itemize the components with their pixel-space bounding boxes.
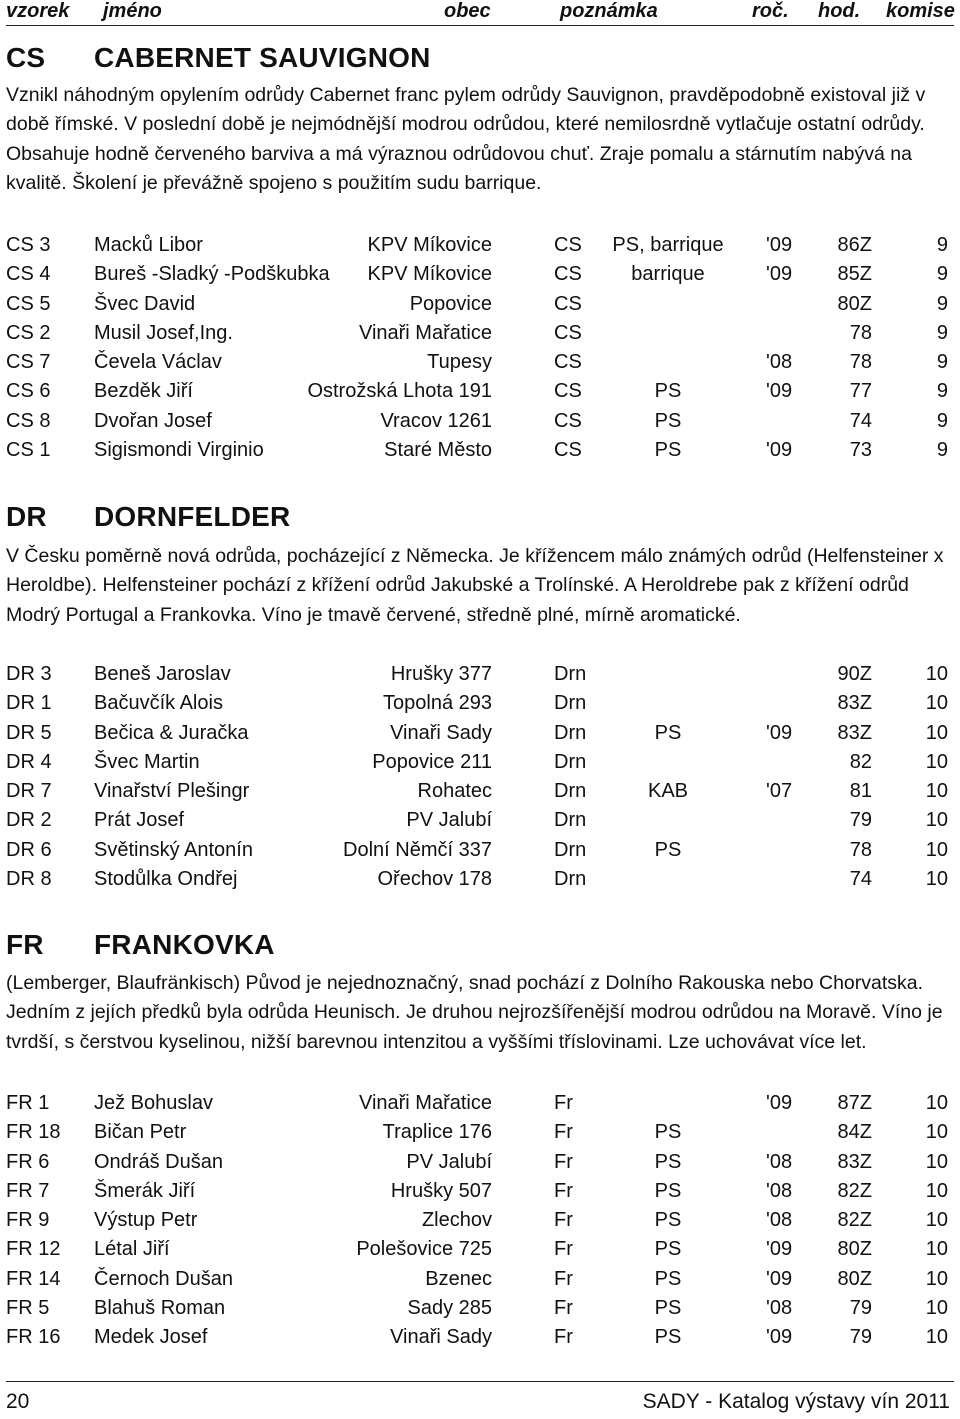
header-poznamka: poznámka (560, 0, 658, 22)
entry-code: CS 7 (6, 351, 51, 374)
section-code: DR (6, 501, 47, 532)
section-description-cs: Vznikl náhodným opylením odrůdy Cabernet franc pylem odrůdy Sauvignon, pravděpodobně existoval již v době římské. V poslední době je nejmódnější modrou odrůdou, které nemilosrdně vytlačuje ostatní odrůdy. Obsahuje hodně červeného barviva a má výraznou odrůdovou chuť. Zraje pomalu a stárnutím nabývá na kvalitě. Školení je převážně spojeno s použitím sudu barrique. (6, 84, 926, 194)
grower-city: Ořechov 178 (377, 868, 492, 891)
section-name: DORNFELDER (94, 501, 291, 532)
entry-note: PS (654, 380, 682, 403)
entry-code: DR 1 (6, 692, 52, 715)
entry-code: FR 18 (6, 1121, 61, 1144)
grower-name: Beneš Jaroslav (94, 663, 231, 685)
entry-code: FR 14 (6, 1267, 61, 1290)
grower-city: PV Jalubí (406, 1150, 492, 1173)
komise-number: 10 (925, 1267, 948, 1290)
page-number: 20 (6, 1390, 30, 1413)
variety-code: Fr (554, 1326, 573, 1349)
komise-number: 10 (925, 750, 948, 773)
grower-name: Jež Bohuslav (94, 1092, 213, 1114)
table-row (0, 1235, 960, 1264)
variety-code: Fr (554, 1121, 573, 1144)
variety-code: Fr (554, 1179, 573, 1202)
entries-table-fr (0, 1089, 960, 1353)
grower-name: Bečica & Juračka (94, 721, 249, 744)
grower-city: Traplice 176 (382, 1121, 492, 1144)
komise-number: 9 (936, 321, 948, 344)
entry-code: FR 9 (6, 1209, 50, 1232)
vintage-year: '08 (766, 1150, 793, 1173)
komise-number: 10 (925, 1209, 948, 1232)
table-row (0, 436, 960, 465)
entry-score: 83Z (837, 692, 872, 715)
komise-number: 9 (936, 351, 948, 374)
entry-score: 85Z (837, 263, 872, 286)
section-name: CABERNET SAUVIGNON (94, 42, 431, 73)
variety-code: Fr (554, 1267, 573, 1290)
entry-note: PS, barrique (612, 234, 724, 256)
grower-name: Bičan Petr (94, 1121, 187, 1144)
table-row (0, 1206, 960, 1235)
entry-code: DR 3 (6, 663, 52, 685)
grower-name: Světinský Antonín (94, 838, 253, 861)
variety-code: Drn (554, 809, 587, 832)
grower-name: Čevela Václav (94, 351, 222, 374)
entry-code: DR 7 (6, 780, 52, 803)
catalog-title: SADY - Katalog výstavy vín 2011 (642, 1390, 950, 1413)
vintage-year: '09 (766, 1092, 793, 1114)
entry-code: FR 6 (6, 1150, 50, 1173)
entry-code: FR 16 (6, 1326, 61, 1349)
komise-number: 10 (925, 1297, 948, 1320)
entry-note: PS (654, 1209, 682, 1232)
komise-number: 10 (925, 809, 948, 832)
entry-score: 86Z (837, 234, 872, 256)
section-description-dr: V Česku poměrně nová odrůda, pocházející z Německa. Je křížencem málo známých odrůd (Helfensteiner x Heroldbe). Helfensteiner pochází z křížení odrůd Jakubské a Trolínské. A Heroldrebe pak z křížení odrůd Modrý Portugal a Frankovka. Víno je tmavě červené, středně plné, mírně aromatické. (6, 545, 944, 626)
entry-score: 83Z (837, 721, 872, 744)
vintage-year: '09 (766, 1267, 793, 1290)
grower-city: KPV Míkovice (367, 263, 492, 286)
grower-city: Staré Město (384, 439, 492, 462)
variety-code: CS (554, 321, 582, 344)
table-row (0, 1323, 960, 1352)
entry-score: 84Z (837, 1121, 872, 1144)
entries-table-cs (0, 231, 960, 465)
vintage-year: '09 (766, 1238, 793, 1261)
table-row (0, 660, 960, 689)
grower-name: Dvořan Josef (94, 409, 212, 432)
entry-code: DR 4 (6, 750, 52, 773)
header-roc: roč. (752, 0, 789, 22)
variety-code: Fr (554, 1238, 573, 1261)
grower-name: Bačuvčík Alois (94, 692, 223, 715)
grower-city: Vinaři Sady (390, 721, 492, 744)
entry-score: 82Z (837, 1209, 872, 1232)
variety-code: Fr (554, 1297, 573, 1320)
komise-number: 10 (925, 780, 948, 803)
entry-score: 80Z (837, 1267, 872, 1290)
entry-score: 82Z (837, 1179, 872, 1202)
vintage-year: '08 (766, 351, 793, 374)
entry-code: DR 5 (6, 721, 52, 744)
vintage-year: '09 (766, 1326, 793, 1349)
entry-code: FR 5 (6, 1297, 50, 1320)
grower-city: Dolní Němčí 337 (343, 838, 492, 861)
footer-divider (6, 1381, 954, 1382)
entry-score: 78 (849, 351, 872, 374)
entry-score: 77 (849, 380, 872, 403)
grower-city: Vinaři Mařatice (358, 1092, 492, 1114)
grower-city: Vinaři Sady (390, 1326, 492, 1349)
grower-name: Blahuš Roman (94, 1297, 226, 1320)
grower-name: Létal Jiří (94, 1238, 170, 1261)
grower-name: Švec Martin (94, 750, 200, 773)
vintage-year: '09 (766, 234, 793, 256)
grower-city: Topolná 293 (383, 692, 492, 715)
grower-city: Vinaři Mařatice (358, 321, 492, 344)
header-obec: obec (444, 0, 491, 22)
komise-number: 10 (925, 868, 948, 891)
komise-number: 10 (925, 1326, 948, 1349)
entry-score: 78 (849, 838, 872, 861)
grower-city: Popovice (409, 292, 492, 315)
grower-city: Bzenec (425, 1267, 492, 1290)
entry-code: CS 4 (6, 263, 51, 286)
komise-number: 9 (936, 263, 948, 286)
header-hod: hod. (818, 0, 861, 22)
section-code: CS (6, 42, 46, 73)
entry-score: 79 (849, 809, 872, 832)
grower-city: Rohatec (417, 780, 492, 803)
komise-number: 10 (925, 1121, 948, 1144)
variety-code: Fr (554, 1092, 573, 1114)
grower-name: Černoch Dušan (94, 1267, 233, 1290)
entry-code: CS 3 (6, 234, 51, 256)
grower-city: KPV Míkovice (367, 234, 492, 256)
section-title-dr (0, 501, 960, 535)
entry-code: CS 8 (6, 409, 51, 432)
entry-score: 82 (849, 750, 872, 773)
variety-code: Drn (554, 780, 587, 803)
grower-city: Hrušky 507 (390, 1179, 492, 1202)
section-description-fr: (Lemberger, Blaufränkisch) Původ je nejednoznačný, snad pochází z Dolního Rakouska nebo Chorvatska. Jedním z jejích předků byla odrůda Heunisch. Je druhou nejrozšířenější modrou odrůdou na Moravě. Víno je tvrdší, s čerstvou kyselinou, nižší barevnou intenzitou a vyššími tříslovinami. Lze uchovávat více let. (6, 972, 943, 1053)
header-jmeno: jméno (103, 0, 162, 22)
entry-code: FR 12 (6, 1238, 61, 1261)
table-row (0, 806, 960, 835)
entry-score: 87Z (837, 1092, 872, 1114)
komise-number: 10 (925, 838, 948, 861)
komise-number: 10 (925, 692, 948, 715)
entry-code: CS 6 (6, 380, 51, 403)
table-row (0, 777, 960, 806)
table-row (0, 1118, 960, 1147)
table-row (0, 865, 960, 894)
vintage-year: '08 (766, 1179, 793, 1202)
variety-code: Drn (554, 721, 587, 744)
grower-city: Zlechov (421, 1209, 492, 1232)
variety-code: CS (554, 380, 582, 403)
entry-note: PS (654, 1267, 682, 1290)
entry-score: 73 (849, 439, 872, 462)
komise-number: 9 (936, 292, 948, 315)
entry-note: PS (654, 1179, 682, 1202)
vintage-year: '09 (766, 721, 793, 744)
entry-code: CS 1 (6, 439, 51, 462)
grower-name: Výstup Petr (94, 1209, 198, 1232)
entry-code: FR 1 (6, 1092, 50, 1114)
vintage-year: '09 (766, 380, 793, 403)
entry-code: DR 2 (6, 809, 52, 832)
grower-city: PV Jalubí (406, 809, 492, 832)
entry-score: 78 (849, 321, 872, 344)
komise-number: 10 (925, 1092, 948, 1114)
variety-code: Drn (554, 750, 587, 773)
grower-name: Prát Josef (94, 809, 185, 832)
entry-score: 74 (849, 868, 872, 891)
header-divider (6, 25, 954, 26)
grower-name: Bureš -Sladký -Podškubka (94, 263, 330, 286)
table-row (0, 260, 960, 289)
grower-name: Bezděk Jiří (94, 380, 193, 403)
table-row (0, 231, 960, 260)
entry-note: PS (654, 1238, 682, 1261)
entry-score: 81 (849, 780, 872, 803)
entry-score: 79 (849, 1297, 872, 1320)
entry-note: PS (654, 1150, 682, 1173)
table-row (0, 319, 960, 348)
table-row (0, 836, 960, 865)
table-row (0, 748, 960, 777)
grower-name: Musil Josef,Ing. (94, 321, 233, 344)
vintage-year: '07 (766, 780, 793, 803)
grower-city: Ostrožská Lhota 191 (307, 380, 492, 403)
table-row (0, 1294, 960, 1323)
grower-city: Popovice 211 (372, 750, 492, 773)
komise-number: 9 (936, 234, 948, 256)
entry-note: PS (654, 439, 682, 462)
variety-code: Drn (554, 663, 587, 685)
grower-name: Medek Josef (94, 1326, 208, 1349)
table-row (0, 1177, 960, 1206)
variety-code: Fr (554, 1150, 573, 1173)
komise-number: 10 (925, 663, 948, 685)
grower-name: Stodůlka Ondřej (94, 868, 238, 891)
variety-code: CS (554, 439, 582, 462)
entry-note: PS (654, 1326, 682, 1349)
komise-number: 9 (936, 439, 948, 462)
komise-number: 10 (925, 1179, 948, 1202)
grower-city: Polešovice 725 (356, 1238, 492, 1261)
variety-code: Drn (554, 838, 587, 861)
table-row (0, 407, 960, 436)
komise-number: 9 (936, 409, 948, 432)
table-row (0, 290, 960, 319)
komise-number: 10 (925, 1150, 948, 1173)
grower-name: Macků Libor (94, 234, 203, 256)
table-row (0, 1089, 960, 1118)
table-row (0, 1265, 960, 1294)
entry-code: CS 2 (6, 321, 51, 344)
entry-score: 83Z (837, 1150, 872, 1173)
komise-number: 9 (936, 380, 948, 403)
vintage-year: '08 (766, 1297, 793, 1320)
grower-city: Vracov 1261 (380, 409, 492, 432)
header-vzorek: vzorek (6, 0, 70, 22)
variety-code: Fr (554, 1209, 573, 1232)
variety-code: CS (554, 409, 582, 432)
vintage-year: '08 (766, 1209, 793, 1232)
entry-note: KAB (647, 780, 689, 803)
grower-name: Šmerák Jiří (94, 1179, 196, 1202)
entry-note: PS (654, 1297, 682, 1320)
vintage-year: '09 (766, 263, 793, 286)
table-row (0, 719, 960, 748)
entry-code: CS 5 (6, 292, 51, 315)
table-row (0, 377, 960, 406)
entry-score: 74 (849, 409, 872, 432)
variety-code: CS (554, 263, 582, 286)
variety-code: CS (554, 234, 582, 256)
komise-number: 10 (925, 1238, 948, 1261)
variety-code: CS (554, 292, 582, 315)
variety-code: Drn (554, 868, 587, 891)
entry-score: 80Z (837, 292, 872, 315)
entry-note: PS (654, 1121, 682, 1144)
grower-city: Sady 285 (407, 1297, 492, 1320)
table-row (0, 689, 960, 718)
komise-number: 10 (925, 721, 948, 744)
grower-name: Ondráš Dušan (94, 1150, 223, 1173)
entry-score: 80Z (837, 1238, 872, 1261)
section-title-cs (0, 42, 960, 76)
table-row (0, 1148, 960, 1177)
entry-code: FR 7 (6, 1179, 50, 1202)
entry-note: PS (654, 409, 682, 432)
entry-note: PS (654, 721, 682, 744)
grower-city: Tupesy (427, 351, 492, 374)
entry-score: 90Z (837, 663, 872, 685)
section-title-fr (0, 929, 960, 963)
column-header (0, 0, 960, 24)
section-code: FR (6, 929, 44, 960)
variety-code: CS (554, 351, 582, 374)
grower-name: Sigismondi Virginio (94, 439, 264, 462)
variety-code: Drn (554, 692, 587, 715)
entries-table-dr (0, 660, 960, 894)
grower-name: Švec David (94, 292, 196, 315)
grower-name: Vinařství Plešingr (94, 780, 250, 803)
grower-city: Hrušky 377 (390, 663, 492, 685)
entry-note: PS (654, 838, 682, 861)
header-komise: komise (886, 0, 955, 22)
section-name: FRANKOVKA (94, 929, 275, 960)
entry-code: DR 8 (6, 868, 52, 891)
entry-note: barrique (631, 263, 705, 286)
entry-code: DR 6 (6, 838, 52, 861)
vintage-year: '09 (766, 439, 793, 462)
table-row (0, 348, 960, 377)
entry-score: 79 (849, 1326, 872, 1349)
